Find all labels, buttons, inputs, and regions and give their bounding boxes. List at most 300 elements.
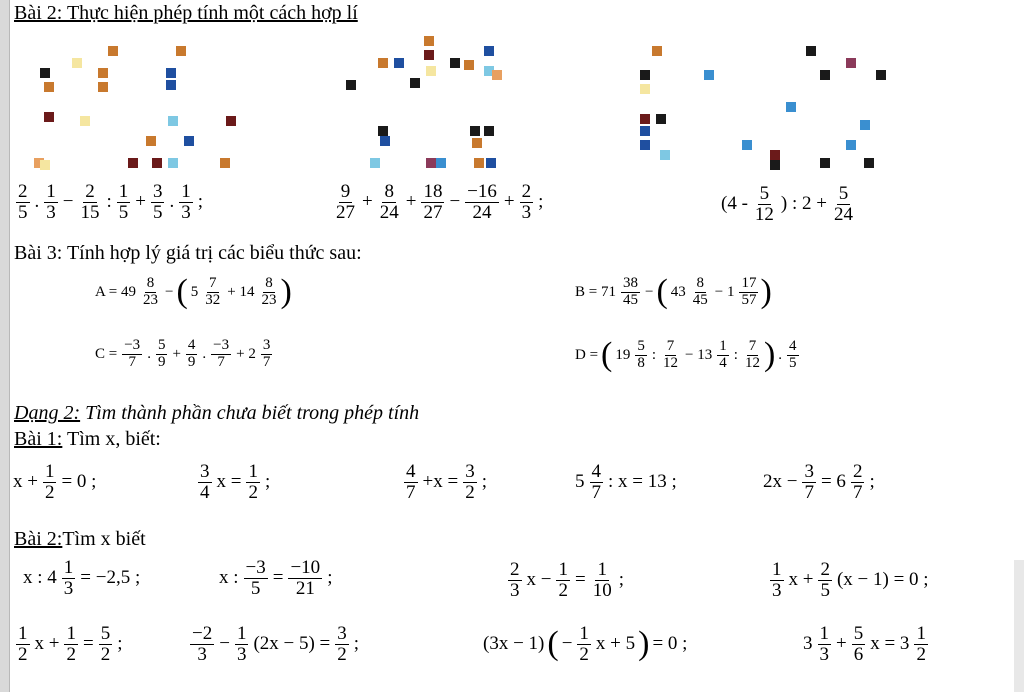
fraction — [117, 182, 131, 223]
denominator: 27 — [336, 201, 355, 223]
numerator: 4 — [187, 337, 196, 353]
numerator: 3 — [200, 461, 210, 482]
denominator: 9 — [187, 353, 196, 370]
denominator: 32 — [205, 291, 221, 308]
parenthesis: ) — [760, 273, 772, 310]
math-text: x : — [219, 567, 239, 589]
fraction — [235, 624, 249, 665]
math-text: (2x − 5) = — [253, 633, 331, 655]
fraction — [802, 462, 816, 503]
numerator: 2 — [521, 181, 532, 202]
pixel-artifact — [380, 136, 390, 146]
b2-equation-5 — [14, 624, 125, 665]
denominator: 3 — [521, 201, 532, 223]
numerator: 2 — [852, 461, 863, 482]
fraction — [577, 624, 591, 665]
bai2b-heading — [14, 528, 146, 551]
fraction — [261, 338, 273, 371]
numerator: 9 — [340, 181, 351, 202]
denominator: 27 — [423, 201, 443, 223]
denominator: 5 — [152, 201, 163, 223]
numerator: 2 — [510, 559, 520, 580]
denominator: 3 — [181, 201, 191, 223]
denominator: 3 — [46, 201, 56, 223]
parenthesis: ( — [601, 336, 613, 373]
pixel-artifact — [424, 36, 434, 46]
pixel-artifact — [346, 80, 356, 90]
math-text: + — [135, 191, 146, 213]
expression-1 — [14, 182, 206, 223]
math-text: . — [202, 345, 207, 362]
numerator: 2 — [820, 559, 830, 580]
pixel-artifact — [168, 116, 178, 126]
denominator: 24 — [379, 201, 399, 223]
b1-equation-4 — [572, 462, 680, 503]
expression-2 — [332, 182, 546, 223]
math-text: ; — [327, 567, 333, 589]
pixel-artifact — [860, 120, 870, 130]
b2-equation-6 — [188, 624, 362, 665]
pixel-artifact — [40, 160, 50, 170]
math-text: − — [62, 191, 74, 213]
b2-equation-4 — [768, 560, 932, 601]
expression-A — [92, 275, 292, 309]
b2-equation-8 — [800, 624, 930, 665]
b2-equation-3 — [506, 560, 627, 601]
numerator: 5 — [838, 183, 849, 204]
numerator: 38 — [622, 274, 638, 291]
fraction — [16, 182, 30, 223]
math-text: ; — [264, 471, 271, 493]
numerator: 1 — [916, 623, 926, 644]
math-text: A = 49 — [95, 283, 136, 300]
numerator: 1 — [579, 623, 589, 644]
denominator: 3 — [236, 643, 247, 665]
math-text: . — [34, 191, 40, 213]
math-text: x = 3 — [870, 633, 910, 655]
pixel-artifact — [820, 70, 830, 80]
denominator: 3 — [510, 579, 520, 601]
math-text: 2x − — [763, 471, 798, 493]
numerator: 3 — [804, 461, 814, 482]
pixel-artifact — [410, 78, 420, 88]
numerator: 8 — [146, 274, 155, 291]
math-text: − 1 — [714, 283, 735, 300]
b2-equation-2 — [216, 558, 335, 599]
fraction — [556, 560, 570, 601]
math-text: . — [169, 191, 175, 213]
fraction — [259, 276, 278, 309]
pixel-artifact — [378, 58, 388, 68]
parenthesis: ( — [547, 625, 559, 663]
denominator: 2 — [337, 643, 347, 665]
fraction — [244, 558, 268, 599]
pixel-artifact — [660, 150, 670, 160]
fraction — [64, 624, 78, 665]
fraction — [463, 462, 477, 503]
fraction — [635, 339, 647, 372]
fraction — [190, 624, 214, 665]
fraction — [787, 339, 799, 372]
pixel-artifact — [484, 126, 494, 136]
math-text: ; — [618, 569, 624, 591]
fraction — [743, 339, 762, 372]
bai1-text: Tìm x, biết: — [62, 428, 161, 450]
pixel-artifact — [152, 158, 162, 168]
math-text: 3 — [803, 633, 813, 655]
numerator: 1 — [248, 461, 258, 482]
dang2-heading — [14, 402, 419, 425]
b2-equation-7 — [480, 624, 690, 665]
denominator: 2 — [916, 643, 926, 665]
math-text: : — [651, 346, 657, 363]
numerator: 5 — [157, 337, 166, 353]
numerator: 1 — [772, 559, 782, 580]
math-text: = 0 ; — [652, 633, 688, 655]
bai1-heading — [14, 428, 161, 451]
pixel-artifact — [108, 46, 118, 56]
denominator: 7 — [591, 481, 601, 503]
pixel-artifact — [128, 158, 138, 168]
fraction — [99, 624, 113, 665]
denominator: 57 — [741, 291, 757, 308]
fraction — [832, 184, 855, 225]
pixel-artifact — [426, 158, 436, 168]
fraction — [691, 276, 710, 309]
denominator: 7 — [804, 481, 814, 503]
fraction — [16, 624, 30, 665]
numerator: 5 — [100, 623, 111, 644]
pixel-artifact — [464, 60, 474, 70]
numerator: −3 — [213, 337, 230, 353]
math-text: . — [778, 346, 783, 363]
fraction — [141, 276, 160, 309]
math-text: ; — [481, 471, 487, 493]
math-text: : — [106, 191, 112, 213]
parenthesis: ( — [656, 273, 668, 310]
denominator: 3 — [197, 643, 207, 665]
math-text: : — [733, 346, 738, 363]
math-text: (3x − 1) — [483, 633, 545, 655]
dang2-label: Dạng 2: — [14, 402, 81, 424]
math-text: + — [836, 633, 847, 655]
denominator: 2 — [558, 579, 568, 601]
pixel-artifact — [876, 70, 886, 80]
fraction — [852, 624, 866, 665]
pixel-artifact — [492, 70, 502, 80]
numerator: 5 — [853, 623, 864, 644]
pixel-artifact — [786, 102, 796, 112]
denominator: 23 — [261, 291, 277, 308]
expression-B — [572, 275, 772, 309]
pixel-artifact — [820, 158, 830, 168]
numerator: −3 — [245, 557, 266, 578]
fraction — [334, 182, 357, 223]
denominator: 12 — [754, 203, 774, 225]
math-text: 5 — [190, 283, 199, 300]
pixel-artifact — [486, 158, 496, 168]
math-text: = — [574, 569, 586, 591]
numerator: 3 — [465, 461, 475, 482]
pixel-artifact — [704, 70, 714, 80]
denominator: 7 — [852, 481, 863, 503]
numerator: 1 — [558, 559, 568, 580]
numerator: 8 — [265, 274, 273, 291]
math-text: − — [644, 283, 654, 300]
pixel-artifact — [44, 112, 54, 122]
fraction — [186, 338, 198, 371]
fraction — [203, 276, 222, 309]
denominator: 4 — [200, 481, 210, 503]
fraction — [404, 462, 418, 503]
fraction — [465, 182, 499, 223]
pixel-artifact — [846, 140, 856, 150]
parenthesis: ) — [280, 273, 292, 310]
numerator: 3 — [152, 181, 163, 202]
pixel-artifact — [146, 136, 156, 146]
fraction — [818, 560, 832, 601]
math-text: +x = — [422, 471, 459, 493]
pixel-artifact — [652, 46, 662, 56]
math-text: + 14 — [227, 283, 255, 300]
math-text: ) : 2 + — [780, 193, 827, 215]
math-text: − — [449, 191, 461, 213]
pixel-artifact — [394, 58, 404, 68]
b1-equation-2 — [196, 462, 273, 503]
pixel-artifact — [378, 126, 388, 136]
math-text: x + — [13, 471, 38, 493]
math-text: x : 4 — [23, 567, 57, 589]
fraction — [591, 560, 614, 601]
math-text: + — [405, 191, 417, 213]
math-text: ; — [538, 191, 544, 213]
numerator: 8 — [696, 274, 705, 291]
bai2b-text: Tìm x biết — [62, 528, 146, 550]
numerator: 3 — [337, 623, 347, 644]
denominator: 15 — [80, 201, 100, 223]
pixel-artifact — [472, 138, 482, 148]
bai3-heading — [14, 242, 362, 265]
pixel-artifact — [424, 50, 434, 60]
numerator: 1 — [44, 461, 55, 482]
denominator: 7 — [406, 481, 416, 503]
pixel-artifact — [176, 46, 186, 56]
pixel-artifact — [44, 82, 54, 92]
fraction — [151, 182, 165, 223]
numerator: 1 — [236, 623, 247, 644]
parenthesis: ) — [763, 336, 776, 373]
pixel-artifact — [166, 80, 176, 90]
numerator: 1 — [118, 181, 129, 202]
parenthesis: ) — [638, 625, 650, 663]
fraction — [753, 184, 776, 225]
pixel-artifact — [640, 84, 650, 94]
fraction — [421, 182, 444, 223]
numerator: 5 — [759, 183, 770, 204]
math-text: C = — [95, 345, 118, 362]
denominator: 7 — [217, 353, 225, 370]
pixel-artifact — [450, 58, 460, 68]
denominator: 45 — [622, 291, 638, 308]
math-text: − — [561, 633, 573, 655]
math-text: x + — [34, 633, 60, 655]
fraction — [590, 462, 604, 503]
fraction — [851, 462, 865, 503]
left-margin-bar — [0, 0, 10, 692]
pixel-artifact — [846, 58, 856, 68]
math-text: (x − 1) = 0 ; — [836, 569, 929, 591]
fraction — [288, 558, 322, 599]
denominator: 24 — [833, 203, 853, 225]
fraction — [44, 182, 58, 223]
numerator: −2 — [192, 623, 213, 644]
fraction — [739, 276, 758, 309]
pixel-artifact — [98, 82, 108, 92]
pixel-artifact — [640, 70, 650, 80]
expression-D — [572, 338, 801, 372]
denominator: 6 — [853, 643, 864, 665]
fraction — [179, 182, 193, 223]
denominator: 3 — [772, 579, 782, 601]
pixel-artifact — [80, 116, 90, 126]
denominator: 8 — [637, 354, 645, 371]
fraction — [62, 558, 76, 599]
fraction — [770, 560, 784, 601]
right-margin-bar — [1014, 560, 1024, 692]
denominator: 5 — [789, 354, 797, 371]
bai2-title: Bài 2: Thực hiện phép tính một cách hợp lí — [14, 2, 358, 24]
math-text: x + — [788, 569, 814, 591]
math-text: = 0 ; — [61, 471, 97, 493]
fraction — [508, 560, 522, 601]
math-text: : x = 13 ; — [608, 471, 677, 493]
b1-equation-1 — [10, 462, 99, 503]
fraction — [378, 182, 401, 223]
denominator: 3 — [63, 577, 74, 599]
pixel-artifact — [40, 68, 50, 78]
numerator: 5 — [637, 337, 645, 354]
denominator: 12 — [663, 354, 679, 371]
pixel-artifact — [474, 158, 484, 168]
math-text: − 13 — [685, 346, 713, 363]
pixel-artifact — [770, 160, 780, 170]
numerator: −3 — [124, 337, 141, 353]
denominator: 24 — [472, 201, 492, 223]
pixel-artifact — [426, 66, 436, 76]
numerator: 7 — [209, 274, 217, 291]
pixel-artifact — [770, 150, 780, 160]
denominator: 3 — [819, 643, 829, 665]
denominator: 2 — [100, 643, 111, 665]
denominator: 5 — [820, 579, 830, 601]
pixel-artifact — [370, 158, 380, 168]
fraction — [156, 338, 168, 371]
math-text: x − — [526, 569, 552, 591]
numerator: 7 — [666, 337, 675, 354]
math-text: 19 — [615, 346, 631, 363]
denominator: 23 — [142, 291, 158, 308]
fraction — [621, 276, 640, 309]
denominator: 5 — [118, 201, 129, 223]
pixel-artifact — [640, 140, 650, 150]
pixel-artifact — [220, 158, 230, 168]
fraction — [335, 624, 349, 665]
numerator: −10 — [290, 557, 321, 578]
numerator: 1 — [181, 181, 191, 202]
bai1-label: Bài 1: — [14, 428, 63, 450]
math-text: + — [503, 191, 515, 213]
fraction — [122, 338, 142, 371]
bai2-heading — [14, 2, 358, 25]
math-text: = — [272, 567, 284, 589]
numerator: 1 — [719, 337, 727, 354]
denominator: 2 — [44, 481, 55, 503]
b1-equation-3 — [402, 462, 490, 503]
math-text: ; — [353, 633, 360, 655]
numerator: 1 — [18, 623, 28, 644]
pixel-artifact — [98, 68, 108, 78]
denominator: 5 — [250, 577, 261, 599]
denominator: 21 — [295, 577, 315, 599]
math-text: + 2 — [236, 345, 256, 362]
numerator: 4 — [789, 337, 797, 354]
math-text: x + 5 — [595, 633, 636, 655]
expression-3 — [718, 184, 857, 225]
math-text: − — [164, 283, 174, 300]
dang2-text: Tìm thành phần chưa biết trong phép tính — [80, 402, 420, 424]
fraction — [520, 182, 534, 223]
numerator: 1 — [597, 559, 607, 580]
denominator: 9 — [157, 353, 166, 370]
fraction — [198, 462, 212, 503]
fraction — [43, 462, 57, 503]
math-text: = 6 — [820, 471, 846, 493]
numerator: 2 — [18, 181, 28, 202]
math-text: = — [82, 633, 94, 655]
numerator: 2 — [85, 181, 95, 202]
denominator: 7 — [128, 353, 136, 370]
pixel-artifact — [72, 58, 82, 68]
numerator: 1 — [66, 623, 76, 644]
bai2b-label: Bài 2: — [14, 528, 63, 550]
fraction — [246, 462, 260, 503]
pixel-artifact — [806, 46, 816, 56]
math-text: ; — [197, 191, 203, 213]
denominator: 2 — [248, 481, 258, 503]
numerator: 1 — [819, 623, 829, 644]
math-text: B = 71 — [575, 283, 616, 300]
pixel-artifact — [226, 116, 236, 126]
fraction — [914, 624, 928, 665]
denominator: 2 — [579, 643, 589, 665]
numerator: 4 — [406, 461, 416, 482]
pixel-artifact — [484, 46, 494, 56]
denominator: 2 — [465, 481, 475, 503]
math-text: + — [172, 345, 181, 362]
denominator: 2 — [18, 643, 28, 665]
denominator: 7 — [262, 353, 271, 370]
denominator: 45 — [692, 291, 708, 308]
pixel-artifact — [184, 136, 194, 146]
math-text: − — [219, 633, 230, 655]
numerator: 4 — [591, 461, 601, 482]
pixel-artifact — [640, 114, 650, 124]
pixel-artifact — [166, 68, 176, 78]
bai3-title: Bài 3: Tính hợp lý giá trị các biểu thức sau: — [14, 242, 362, 264]
numerator: 1 — [63, 557, 74, 578]
fraction — [661, 339, 680, 372]
pixel-artifact — [656, 114, 666, 124]
